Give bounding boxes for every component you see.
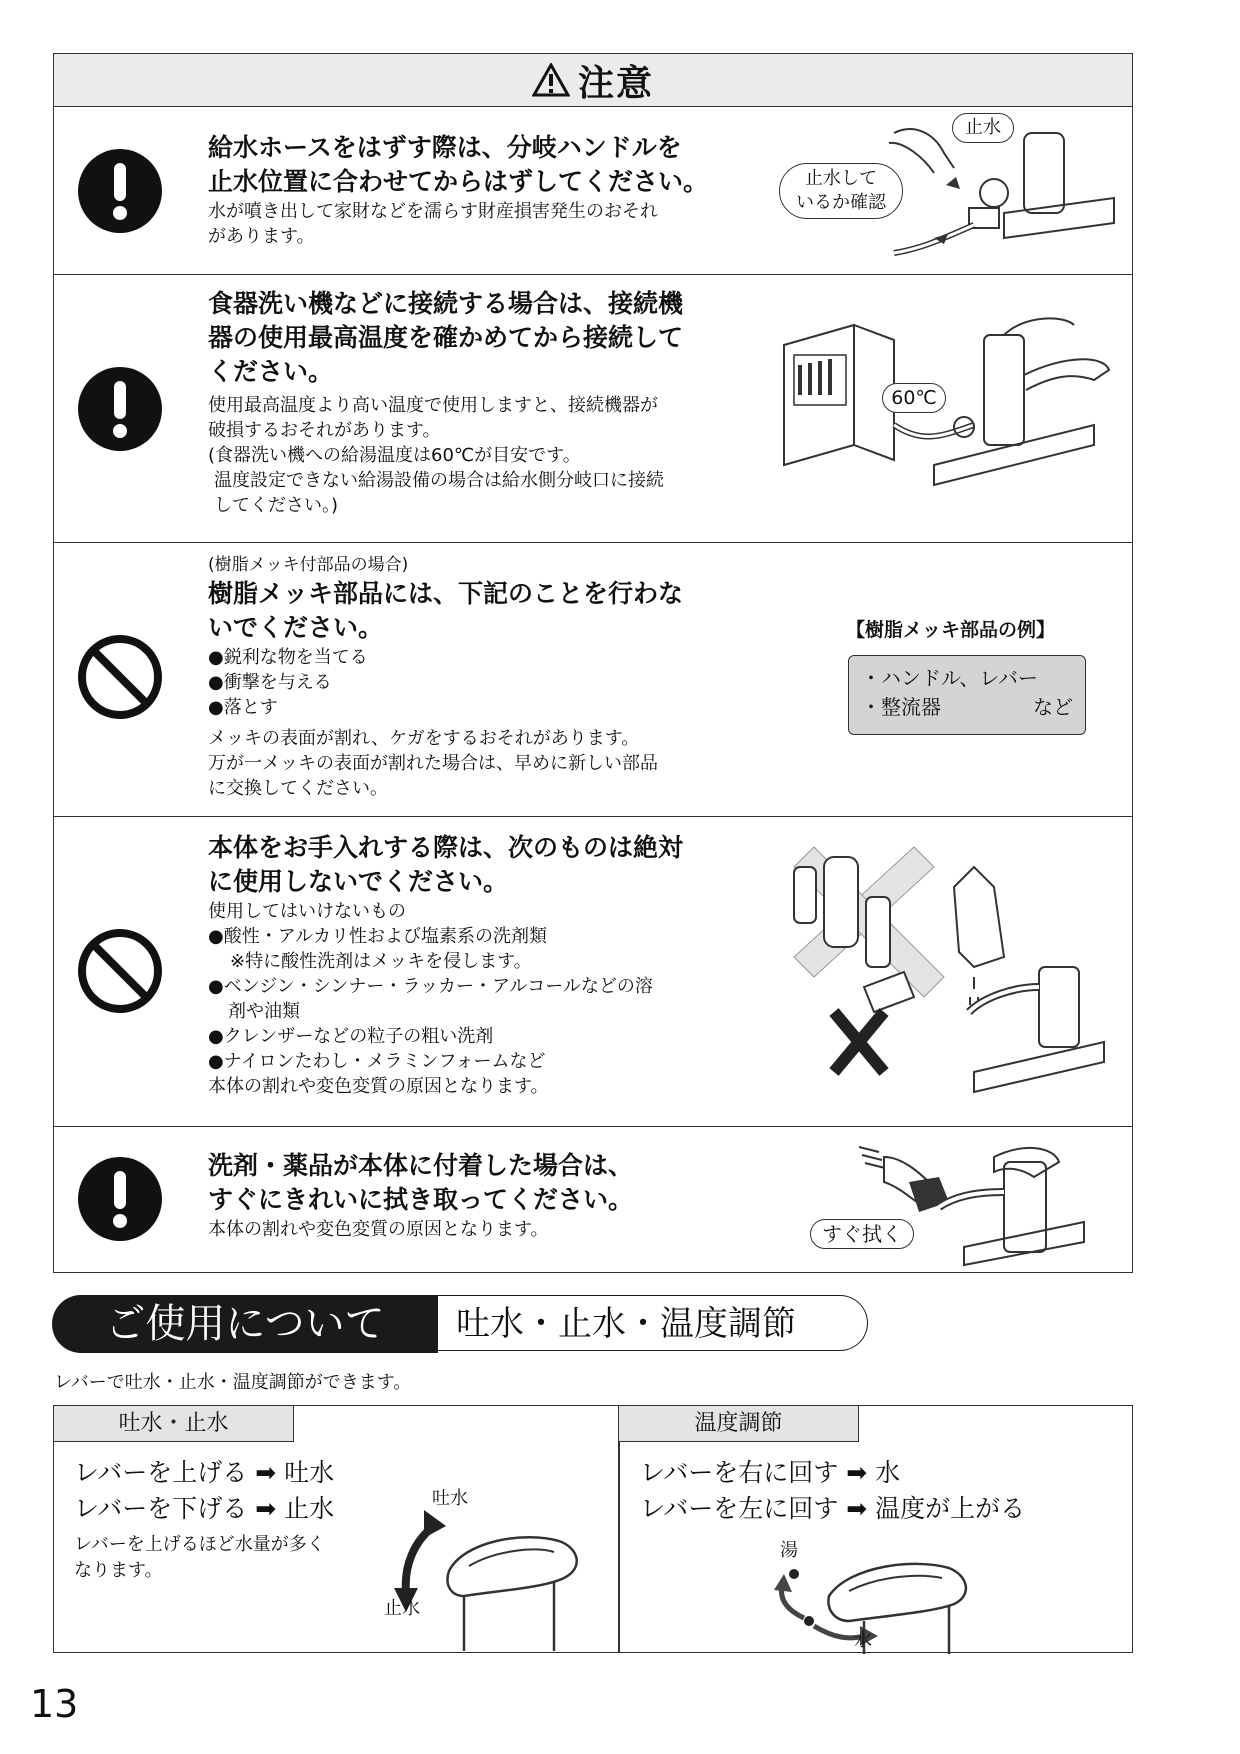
caution-row-plating bbox=[54, 542, 1132, 816]
row3-list-2: ●衝撃を与える bbox=[208, 672, 332, 693]
row4-list-4: 剤や油類 bbox=[228, 1001, 300, 1022]
caution-row-hose bbox=[54, 106, 1132, 274]
cleaning-prohibited-illustration bbox=[774, 837, 1124, 1117]
row5-heading-1: 洗剤・薬品が本体に付着した場合は、 bbox=[208, 1151, 634, 1180]
plating-example-item-2: ・整流器 bbox=[861, 695, 941, 719]
caution-box bbox=[53, 53, 1133, 1273]
plating-example-box bbox=[848, 655, 1086, 735]
row4-list-2: ※特に酸性洗剤はメッキを侵します。 bbox=[230, 951, 532, 972]
row3-heading-2: いでください。 bbox=[208, 613, 384, 642]
label-hot: 湯 bbox=[780, 1540, 798, 1561]
row1-body-1: 水が噴き出して家財などを濡らす財産損害発生のおそれ bbox=[208, 201, 658, 222]
row4-list-3: ●ベンジン・シンナー・ラッカー・アルコールなどの溶 bbox=[208, 976, 653, 997]
temp-line-1 bbox=[640, 1456, 900, 1490]
usage-intro: レバーで吐水・止水・温度調節ができます。 bbox=[54, 1372, 412, 1393]
temp-line-2-action: レバーを左に回す bbox=[640, 1494, 839, 1523]
row1-heading-2: 止水位置に合わせてからはずしてください。 bbox=[208, 167, 709, 196]
row3-body-1: メッキの表面が割れ、ケガをするおそれがあります。 bbox=[208, 728, 640, 749]
plating-example-title: 【樹脂メッキ部品の例】 bbox=[846, 619, 1056, 641]
page-number: 13 bbox=[30, 1682, 79, 1726]
row1-heading-1: 給水ホースをはずす際は、分岐ハンドルを bbox=[208, 133, 682, 162]
mandatory-exclamation-icon bbox=[76, 147, 164, 235]
row4-sub: 使用してはいけないもの bbox=[208, 901, 406, 922]
lever-rotate-illustration bbox=[754, 1546, 1014, 1654]
plating-example-etc: など bbox=[1033, 695, 1073, 719]
spout-line-2-action: レバーを下げる bbox=[74, 1494, 248, 1523]
arrow-right-icon: ➡ bbox=[846, 1494, 868, 1523]
warning-triangle-icon bbox=[532, 63, 570, 97]
label-check-line-1: 止水して bbox=[805, 168, 877, 189]
row3-body-3: に交換してください。 bbox=[208, 778, 388, 799]
row4-list-5: ●クレンザーなどの粒子の粗い洗剤 bbox=[208, 1026, 494, 1047]
usage-section-title: ご使用について bbox=[52, 1295, 438, 1353]
row2-heading-1: 食器洗い機などに接続する場合は、接続機 bbox=[208, 289, 684, 318]
spout-note bbox=[74, 1532, 325, 1584]
row2-body-1: 使用最高温度より高い温度で使用しますと、接続機器が bbox=[208, 395, 658, 416]
spout-line-2-result: 止水 bbox=[284, 1494, 335, 1523]
prohibition-icon bbox=[76, 927, 164, 1015]
row4-list-6: ●ナイロンたわし・メラミンフォームなど bbox=[208, 1051, 546, 1072]
arrow-right-icon: ➡ bbox=[255, 1494, 277, 1523]
label-cold: 水 bbox=[854, 1630, 872, 1651]
caution-row-wipe bbox=[54, 1126, 1132, 1272]
row4-list-1: ●酸性・アルカリ性および塩素系の洗剤類 bbox=[208, 926, 547, 947]
spout-note-2: なります。 bbox=[74, 1560, 163, 1581]
row2-heading-3: ください。 bbox=[208, 357, 334, 386]
label-wipe-now: すぐ拭く bbox=[810, 1219, 914, 1249]
temp-line-1-action: レバーを右に回す bbox=[640, 1458, 839, 1487]
spout-line-1-action: レバーを上げる bbox=[74, 1458, 248, 1487]
usage-section-subtitle: 吐水・止水・温度調節 bbox=[438, 1295, 868, 1351]
spout-line-2 bbox=[74, 1492, 334, 1526]
temp-line-2-result: 温度が上がる bbox=[875, 1494, 1026, 1523]
tab-temperature: 温度調節 bbox=[619, 1406, 859, 1442]
row1-body-2: があります。 bbox=[208, 226, 315, 247]
plating-example-item-1: ・ハンドル、レバー bbox=[861, 666, 1038, 690]
row3-list-3: ●落とす bbox=[208, 697, 278, 718]
row2-body-5: してください。) bbox=[214, 495, 339, 516]
dishwasher-illustration bbox=[764, 315, 1124, 525]
row3-pretext: (樹脂メッキ付部品の場合) bbox=[208, 555, 409, 575]
row2-body-3: (食器洗い機への給湯温度は60℃が目安です。 bbox=[208, 445, 581, 466]
label-60c: 60℃ bbox=[882, 383, 946, 413]
row3-body-2: 万が一メッキの表面が割れた場合は、早めに新しい部品 bbox=[208, 753, 658, 774]
usage-operations-box bbox=[53, 1405, 1133, 1653]
spout-line-1-result: 吐水 bbox=[284, 1458, 335, 1487]
spout-note-1: レバーを上げるほど水量が多く bbox=[74, 1534, 325, 1555]
label-up-spout: 吐水 bbox=[432, 1488, 468, 1509]
temp-line-1-result: 水 bbox=[875, 1458, 901, 1487]
label-check-line-2: いるか確認 bbox=[796, 192, 886, 213]
arrow-right-icon: ➡ bbox=[846, 1458, 868, 1487]
caution-title: 注意 bbox=[577, 62, 654, 104]
row5-heading-2: すぐにきれいに拭き取ってください。 bbox=[208, 1185, 634, 1214]
row5-body-1: 本体の割れや変色変質の原因となります。 bbox=[208, 1219, 549, 1240]
row2-heading-2: 器の使用最高温度を確かめてから接続して bbox=[208, 323, 684, 352]
lever-up-down-illustration bbox=[384, 1496, 614, 1651]
usage-section-header bbox=[52, 1295, 872, 1353]
row2-body-4: 温度設定できない給湯設備の場合は給水側分岐口に接続 bbox=[214, 470, 664, 491]
row4-heading-1: 本体をお手入れする際は、次のものは絶対 bbox=[208, 833, 684, 862]
ops-divider bbox=[618, 1406, 620, 1652]
mandatory-exclamation-icon bbox=[76, 1155, 164, 1243]
caution-row-cleaning bbox=[54, 816, 1132, 1126]
spout-line-1 bbox=[74, 1456, 334, 1490]
label-down-stop: 止水 bbox=[384, 1598, 420, 1619]
temp-line-2 bbox=[640, 1492, 1025, 1526]
prohibition-icon bbox=[76, 633, 164, 721]
caution-header bbox=[54, 54, 1132, 107]
label-stop-water: 止水 bbox=[952, 113, 1014, 143]
label-check-stopped bbox=[779, 163, 903, 219]
caution-row-dishwasher bbox=[54, 274, 1132, 542]
row4-heading-2: に使用しないでください。 bbox=[208, 867, 509, 896]
tab-spout-stop: 吐水・止水 bbox=[54, 1406, 294, 1442]
row2-body-2: 破損するおそれがあります。 bbox=[208, 420, 441, 441]
mandatory-exclamation-icon bbox=[76, 365, 164, 453]
row4-body-1: 本体の割れや変色変質の原因となります。 bbox=[208, 1076, 549, 1097]
row3-list-1: ●鋭利な物を当てる bbox=[208, 647, 368, 668]
row3-heading-1: 樹脂メッキ部品には、下記のことを行わな bbox=[208, 579, 684, 608]
arrow-right-icon: ➡ bbox=[255, 1458, 277, 1487]
